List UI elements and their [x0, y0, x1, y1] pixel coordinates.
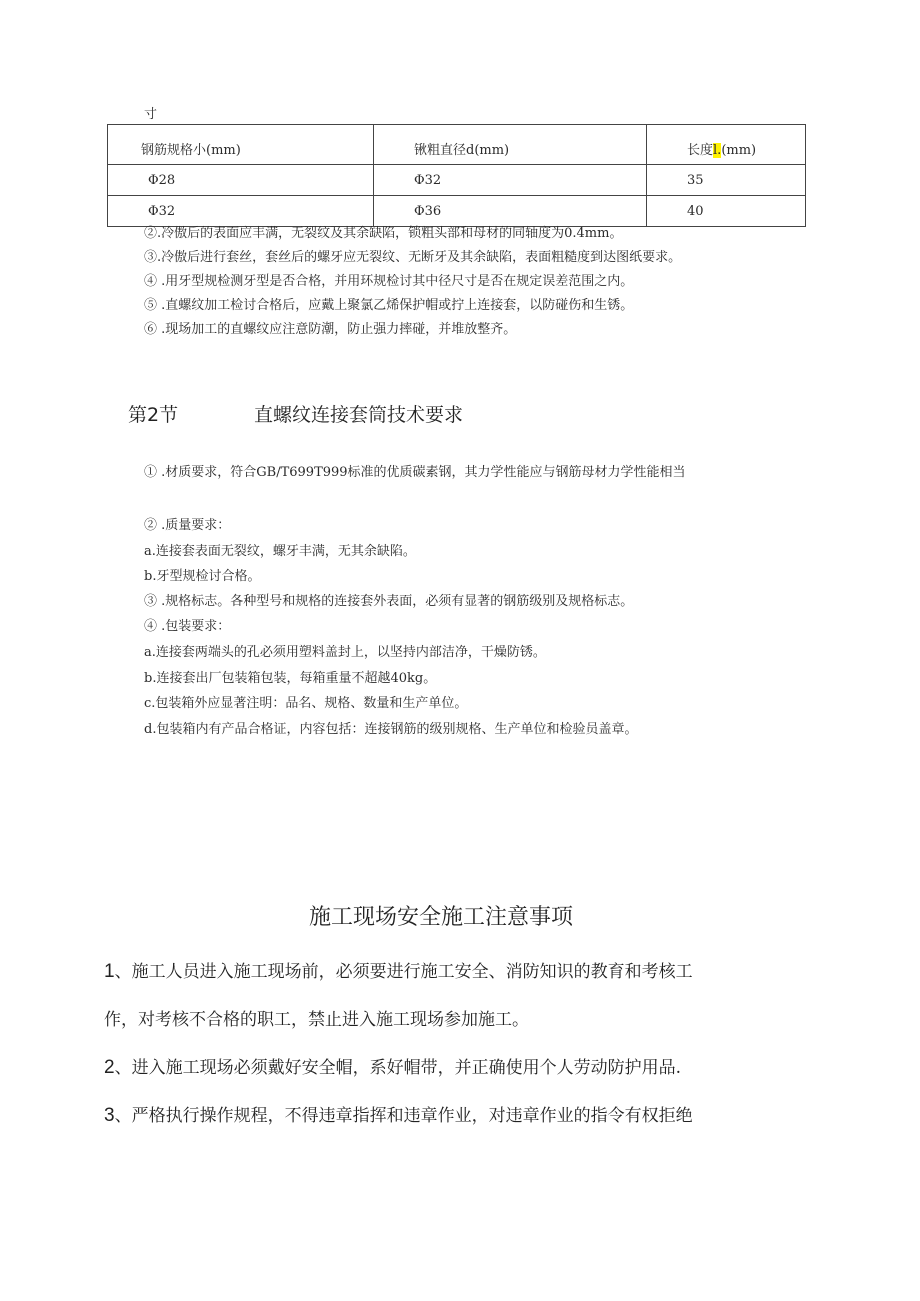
requirement-line: a.连接套两端头的孔必须用塑料盖封上，以坚持内部洁净，干燥防锈。 — [144, 645, 546, 660]
section-title: 直螺纹连接套筒技术要求 — [254, 404, 464, 426]
section-number: 第2节 — [128, 404, 179, 426]
safety-item-number: 3 — [104, 1105, 115, 1126]
table-header-cell: 钢筋规格小(mm) — [108, 125, 374, 165]
note-line: ③.冷傲后进行套丝，套丝后的螺牙应无裂纹、无断牙及其余缺陷，表面粗糙度到达图纸要求。 — [144, 250, 682, 265]
note-line: ⑤ .直螺纹加工检讨合格后，应戴上聚氯乙烯保护帽或拧上连接套，以防碰伤和生锈。 — [144, 298, 634, 313]
requirement-line: ④ .包装要求： — [144, 619, 231, 634]
top-fragment-text: 寸 — [144, 107, 158, 122]
header-length-suffix: (mm) — [721, 143, 757, 158]
safety-item-number: 2 — [104, 1057, 115, 1078]
safety-item-text: 作，对考核不合格的职工，禁止进入施工现场参加施工。 — [104, 1010, 529, 1030]
requirement-line: ② .质量要求： — [144, 518, 231, 533]
note-line: ⑥ .现场加工的直螺纹应注意防潮，防止强力摔碰，并堆放整齐。 — [144, 322, 517, 337]
table-cell: Φ32 — [374, 165, 647, 196]
table-cell: Φ36 — [374, 196, 647, 227]
table-header-cell — [647, 125, 806, 165]
table-cell: 35 — [647, 165, 806, 196]
table-row — [108, 165, 806, 196]
header-length-prefix: 长度 — [687, 143, 714, 158]
safety-title: 施工现场安全施工注意事项 — [309, 905, 574, 930]
table-header-cell: 锹粗直径d(mm) — [374, 125, 647, 165]
table-cell: 40 — [647, 196, 806, 227]
safety-item — [104, 1053, 681, 1079]
table-cell: Φ28 — [108, 165, 374, 196]
table-cell: Φ32 — [108, 196, 374, 227]
safety-item — [104, 957, 693, 983]
note-line: ④ .用牙型规检测牙型是否合格，并用环规检讨其中径尺寸是否在规定误差范围之内。 — [144, 274, 634, 289]
highlighted-text: l. — [713, 143, 722, 158]
safety-item-text: 、严格执行操作规程，不得违章指挥和违章作业，对违章作业的指令有权拒绝 — [114, 1106, 693, 1126]
safety-item — [104, 1005, 529, 1031]
requirement-line: b.牙型规检讨合格。 — [144, 569, 261, 584]
safety-item-number: 1 — [104, 961, 115, 982]
requirement-line: ① .材质要求，符合GB/T699T999标准的优质碳素钢，其力学性能应与钢筋母材力学性能相当 — [144, 465, 686, 480]
requirement-line: c.包装箱外应显著注明：品名、规格、数量和生产单位。 — [144, 696, 468, 711]
requirement-line: ③ .规格标志。各种型号和规格的连接套外表面，必须有显著的钢筋级别及规格标志。 — [144, 594, 634, 609]
safety-item — [104, 1101, 693, 1127]
note-line: ②.冷傲后的表面应丰满，无裂纹及其余缺陷，锁粗头部和母材的同轴度为0.4mm。 — [144, 226, 623, 241]
requirement-line: a.连接套表面无裂纹，螺牙丰满，无其余缺陷。 — [144, 544, 416, 559]
requirement-line: d.包装箱内有产品合格证，内容包括：连接钢筋的级别规格、生产单位和检验员盖章。 — [144, 722, 638, 737]
spec-table — [107, 124, 806, 227]
requirement-line: b.连接套出厂包装箱包装，每箱重量不超越40kg。 — [144, 671, 437, 686]
safety-item-text: 、进入施工现场必须戴好安全帽，系好帽带，并正确使用个人劳动防护用品. — [114, 1058, 681, 1078]
safety-item-text: 、施工人员进入施工现场前，必须要进行施工安全、消防知识的教育和考核工 — [114, 962, 693, 982]
table-header-row — [108, 125, 806, 165]
